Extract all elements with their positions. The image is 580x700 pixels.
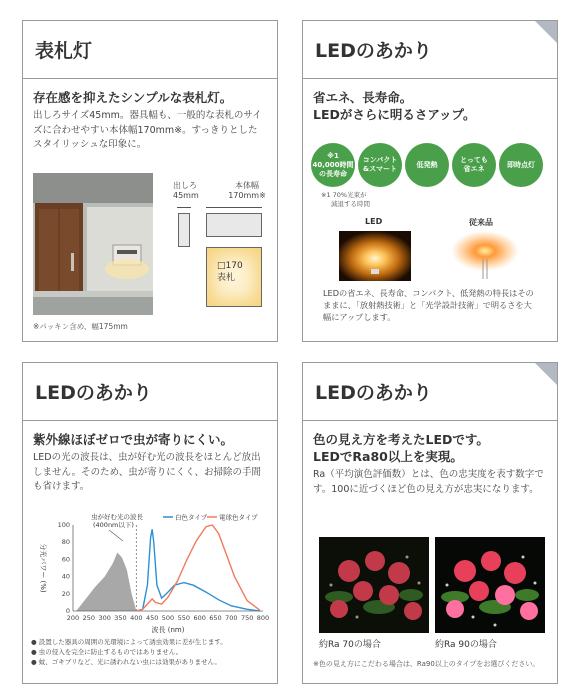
x-tick-label: 500 [161,614,175,622]
badge-line: 省エネ [463,165,485,173]
annotation-line-1: 虫が好む光の波長 [91,513,143,521]
panel-title: LEDのあかり [303,21,557,79]
depth-label: 出しろ [173,181,197,190]
badge-energy-saving [452,143,496,187]
roses-ra70-photo [319,537,429,633]
x-tick-label: 600 [193,614,206,622]
panel-heading [313,431,547,465]
panel-body: Ra（平均演色評価数）とは、色の忠実度を表す数字です。100に近づくほど色の見え方が忠実になります。 [313,469,544,495]
badge-line: ※1 [327,151,339,160]
panel-uv-insects [22,362,278,684]
footnote: ※色の見え方にこだわる場合は、Ra90以上のタイプをお選びください。 [313,660,540,668]
footnote: ※パッキン含め、幅175mm [33,322,128,331]
x-tick-label: 450 [145,614,159,622]
y-tick-label: 80 [61,538,70,547]
note-item: ● 設置した器具の周囲の光環境によって誘虫効果に差が生じます。 [31,638,227,646]
fixture-front-view [206,213,262,237]
badge-instant-on [499,143,543,187]
depth-dimension-line [177,207,191,208]
led-label: LED [365,217,383,226]
entrance-photo [33,173,153,315]
notes-list [31,637,227,667]
badge-footnote-line: 減退する時間 [331,200,370,208]
x-tick-label: 200 [66,614,80,622]
x-tick-label: 250 [82,614,96,622]
panel-led-light [302,20,558,342]
badge-long-life [311,143,355,187]
width-value: 170mm※ [228,191,266,200]
y-tick-label: 20 [61,589,70,598]
annotation-leader [109,530,123,541]
badge-line: 即時点灯 [507,160,535,169]
heading-line-1: 色の見え方を考えたLEDです。 [313,432,489,447]
badge-footnote [321,191,370,209]
corner-tab [535,363,557,385]
y-axis-label: 分光パワー (%) [39,543,47,593]
y-tick-label: 0 [65,607,70,615]
feature-badges [311,143,543,187]
panel-color-rendering [302,362,558,684]
width-dimension-line [206,207,262,208]
y-tick-label: 60 [61,555,70,564]
x-tick-label: 350 [114,614,127,622]
heading-line-2: LEDでRa80以上を実現。 [313,449,463,464]
note-item: ● 蚊、ゴキブリなど、光に誘われない虫には効果がありません。 [31,658,221,666]
badge-line: とっても [460,156,488,164]
panel-title: LEDのあかり [23,363,277,421]
panel-body: LEDの光の波長は、虫が好む光の波長をほとんど放出しません。そのため、虫が寄りにくく、お掃除の手間も省けます。 [33,452,262,492]
series-line-warm [136,525,259,611]
insect-wavelength-area [76,553,136,611]
panel-body [313,287,549,323]
panel-heading: 存在感を抑えたシンプルな表札灯。 [33,90,233,105]
led-bulb-photo [339,231,411,281]
conventional-bulb-photo [443,231,527,281]
ra70-label: 約Ra 70の場合 [319,640,381,650]
heading-line-1: 省エネ、長寿命。 [313,90,413,105]
width-label: 本体幅 [235,181,259,190]
nameplate-illustration [206,247,262,307]
series-line-white [136,529,259,611]
x-tick-label: 550 [177,614,191,622]
legend-label: 白色タイプ [175,513,208,522]
badge-compact [358,143,402,187]
note-item: ● 虫の侵入を完全に防止するものではありません。 [31,648,183,656]
panel-heading: 紫外線ほぼゼロで虫が寄りにくい。 [33,432,234,447]
badge-line: &スマート [363,165,397,173]
plate-label: 表札 [217,273,236,283]
x-tick-label: 400 [130,614,143,622]
panel-doorplate-light [22,20,278,342]
x-axis-label: 波長 (nm) [151,626,185,634]
ra90-label: 約Ra 90の場合 [435,640,497,650]
x-tick-label: 750 [240,614,254,622]
panel-title: 表札灯 [23,21,277,79]
badge-line: コンパクト [362,156,398,164]
conventional-label: 従来品 [469,218,493,227]
legend-label: 電球色タイプ [219,513,258,522]
badge-line: 40,000時間 [312,160,354,169]
x-tick-label: 800 [256,614,270,622]
heading-line-2: LEDがさらに明るさアップ。 [313,107,476,122]
spectrum-chart [31,511,271,635]
x-tick-label: 300 [98,614,111,622]
badge-line: 低発熱 [416,160,438,169]
panel-body: 出しろサイズ45mm。器具幅も、一般的な表札のサイズに合わせやすい本体幅170mm※。すっきりとしたスタイリッシュな印象に。 [33,110,262,150]
panel-body-text: LEDの省エネ、長寿命、コンパクト、低発熱の特長はそのままに、「放射熱技術」と「光学設計技術」で明るさを大幅にアップします。 [323,288,534,322]
badge-low-heat [405,143,449,187]
annotation-line-2: (400nm以下) [93,521,134,529]
plate-size: □170 [217,261,243,271]
roses-ra90-photo [435,537,545,633]
panel-heading [313,89,547,123]
panel-title: LEDのあかり [303,363,557,421]
y-tick-label: 100 [57,521,70,529]
y-tick-label: 40 [61,572,70,581]
badge-line: の長寿命 [318,169,347,178]
x-tick-label: 650 [209,614,222,622]
corner-tab [535,21,557,43]
badge-footnote-line: ※1 70%光束が [321,191,367,199]
depth-value: 45mm [173,191,199,200]
fixture-side-view [178,213,190,247]
x-tick-label: 700 [225,614,238,622]
